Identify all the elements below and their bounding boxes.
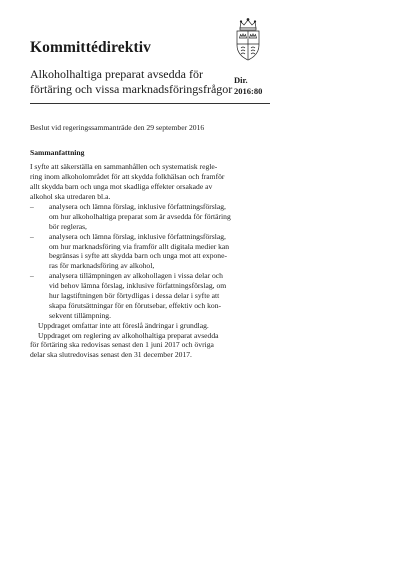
text-line: analysera och lämna förslag, inklusive författningsförslag, <box>49 231 226 241</box>
text-line: alkohol ska utredaren bl.a. <box>30 192 111 202</box>
text-line: I syfte att säkerställa en sammanhållen och systematisk regle- <box>30 162 218 172</box>
list-item <box>30 202 270 232</box>
list-dash: – <box>30 201 34 211</box>
list-dash: – <box>30 271 34 281</box>
directive-label: Dir. <box>234 75 248 85</box>
text-line: analysera och lämna förslag, inklusive författningsförslag, <box>49 201 226 211</box>
text-line: Uppdraget omfattar inte att föreslå ändringar i grundlag. <box>38 320 209 330</box>
text-line: analysera tillämpningen av alkohollagen i vissa delar och <box>49 271 223 281</box>
text-line: om hur marknadsföring via framför allt digitala medier kan <box>49 241 230 251</box>
text-line: för förtäring ska redovisas senast den 1 juni 2017 och övriga <box>30 340 214 350</box>
list-dash: – <box>30 231 34 241</box>
document-type-heading: Kommittédirektiv <box>30 39 151 56</box>
directive-number: 2016:80 <box>234 86 263 96</box>
section-heading: Sammanfattning <box>30 148 85 157</box>
text-line: ring inom alkoholområdet för att skydda folkhälsan och framför <box>30 172 225 182</box>
text-line: vid behov lämna förslag, inklusive författningsförslag, om <box>49 281 227 291</box>
directive-title <box>30 67 233 97</box>
text-line: delar ska slutredovisas senast den 31 december 2017. <box>30 350 192 360</box>
list-item <box>30 271 270 320</box>
swedish-coat-of-arms-icon <box>233 17 263 63</box>
text-line: sekvent tillämpning. <box>49 310 112 320</box>
intro-paragraph <box>30 162 270 202</box>
closing-paragraph <box>30 321 270 331</box>
text-line: bör regleras, <box>49 221 87 231</box>
header-divider <box>30 103 270 104</box>
list-item <box>30 232 270 272</box>
closing-paragraph <box>30 331 270 361</box>
text-line: skapa förutsättningar för en förutsebar, effektiv och kon- <box>49 300 222 310</box>
text-line: ras för marknadsföring av alkohol, <box>49 261 155 271</box>
title-line: förtäring och vissa marknadsföringsfrågor <box>30 82 233 96</box>
decision-note: Beslut vid regeringssammanträde den 29 september 2016 <box>30 123 205 132</box>
text-line: om hur alkoholhaltiga preparat som är avsedda för förtäring <box>49 211 231 221</box>
text-line: allt skydda barn och unga mot skadliga effekter orsakade av <box>30 182 213 192</box>
summary-section <box>30 148 270 360</box>
text-line: Uppdraget om reglering av alkoholhaltiga preparat avsedda <box>38 330 219 340</box>
title-line: Alkoholhaltiga preparat avsedda för <box>30 67 203 81</box>
text-line: hur lagstiftningen bör förtydligas i dessa delar i syfte att <box>49 290 220 300</box>
text-line: begränsas i syfte att skydda barn och unga mot att expone- <box>49 251 227 261</box>
